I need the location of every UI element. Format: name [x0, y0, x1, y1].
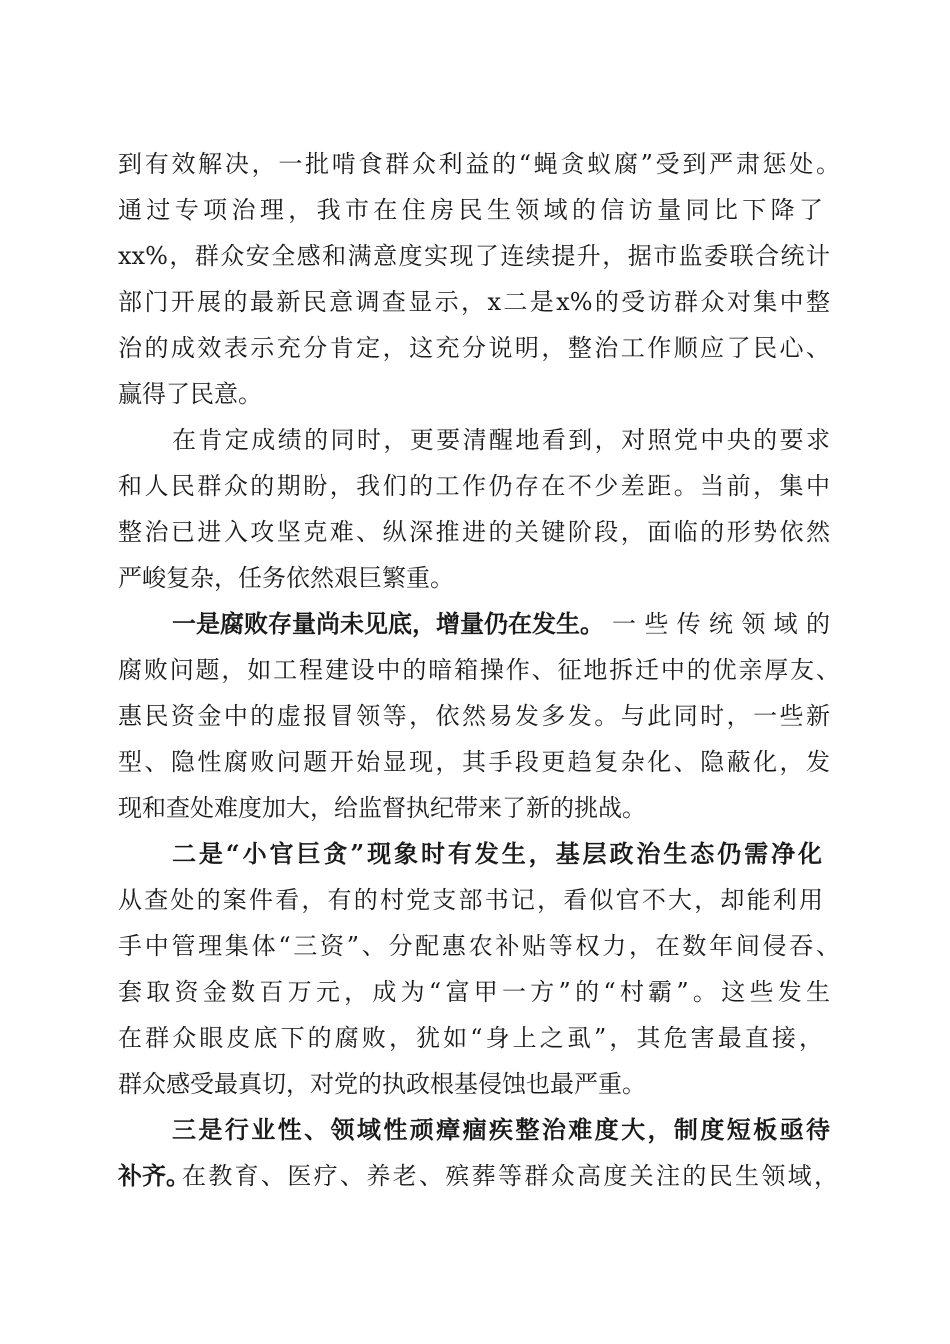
text-line: 在教育、医疗、养老、殡葬等群众高度关注的民生领域， — [182, 1162, 838, 1190]
heading-line: 一是腐败存量尚未见底，增量仍在发生。 — [172, 609, 604, 638]
text-line: 严峻复杂，任务依然艰巨繁重。 — [118, 564, 454, 592]
heading-line: 三是行业性、领域性顽瘴痼疾整治难度大，制度短板亟待 — [172, 1115, 830, 1144]
text-line: 赢得了民意。 — [118, 380, 262, 408]
text-line: 通过专项治理，我市在住房民生领域的信访量同比下降了 — [118, 196, 823, 224]
heading-line: 二是“小官巨贪”现象时有发生，基层政治生态仍需净化 — [172, 839, 822, 868]
text-line: 群众感受最真切，对党的执政根基侵蚀也最严重。 — [118, 1070, 646, 1098]
text-line: 在肯定成绩的同时，更要清醒地看到，对照党中央的要求 — [172, 426, 830, 454]
text-line: xx%，群众安全感和满意度实现了连续提升，据市监委联合统计 — [118, 242, 830, 270]
heading-line: 补齐。 — [118, 1161, 190, 1190]
text-line: 从查处的案件看，有的村党支部书记，看似官不大，却能利用 — [118, 886, 823, 914]
text-line: 一些传统领域的 — [612, 610, 830, 638]
text-line: 惠民资金中的虚报冒领等，依然易发多发。与此同时，一些新 — [118, 702, 830, 730]
text-line: 腐败问题，如工程建设中的暗箱操作、征地拆迁中的优亲厚友、 — [118, 656, 840, 684]
text-line: 部门开展的最新民意调查显示，x二是x%的受访群众对集中整 — [118, 288, 830, 316]
text-line: 到有效解决，一批啃食群众利益的“蝇贪蚁腐”受到严肃惩处。 — [118, 150, 840, 178]
text-line: 现和查处难度加大，给监督执纪带来了新的挑战。 — [118, 794, 646, 822]
text-line: 和人民群众的期盼，我们的工作仍存在不少差距。当前，集中 — [118, 472, 830, 500]
text-line: 型、隐性腐败问题开始显现，其手段更趋复杂化、隐蔽化，发 — [118, 748, 830, 776]
text-line: 套取资金数百万元，成为“富甲一方”的“村霸”。这些发生 — [118, 978, 830, 1006]
text-line: 治的成效表示充分肯定，这充分说明，整治工作顺应了民心、 — [118, 334, 830, 362]
text-line: 在群众眼皮底下的腐败，犹如“身上之虱”，其危害最直接， — [118, 1024, 823, 1052]
text-line: 整治已进入攻坚克难、纵深推进的关键阶段，面临的形势依然 — [118, 518, 830, 546]
text-line: 手中管理集体“三资”、分配惠农补贴等权力，在数年间侵吞、 — [118, 932, 840, 960]
